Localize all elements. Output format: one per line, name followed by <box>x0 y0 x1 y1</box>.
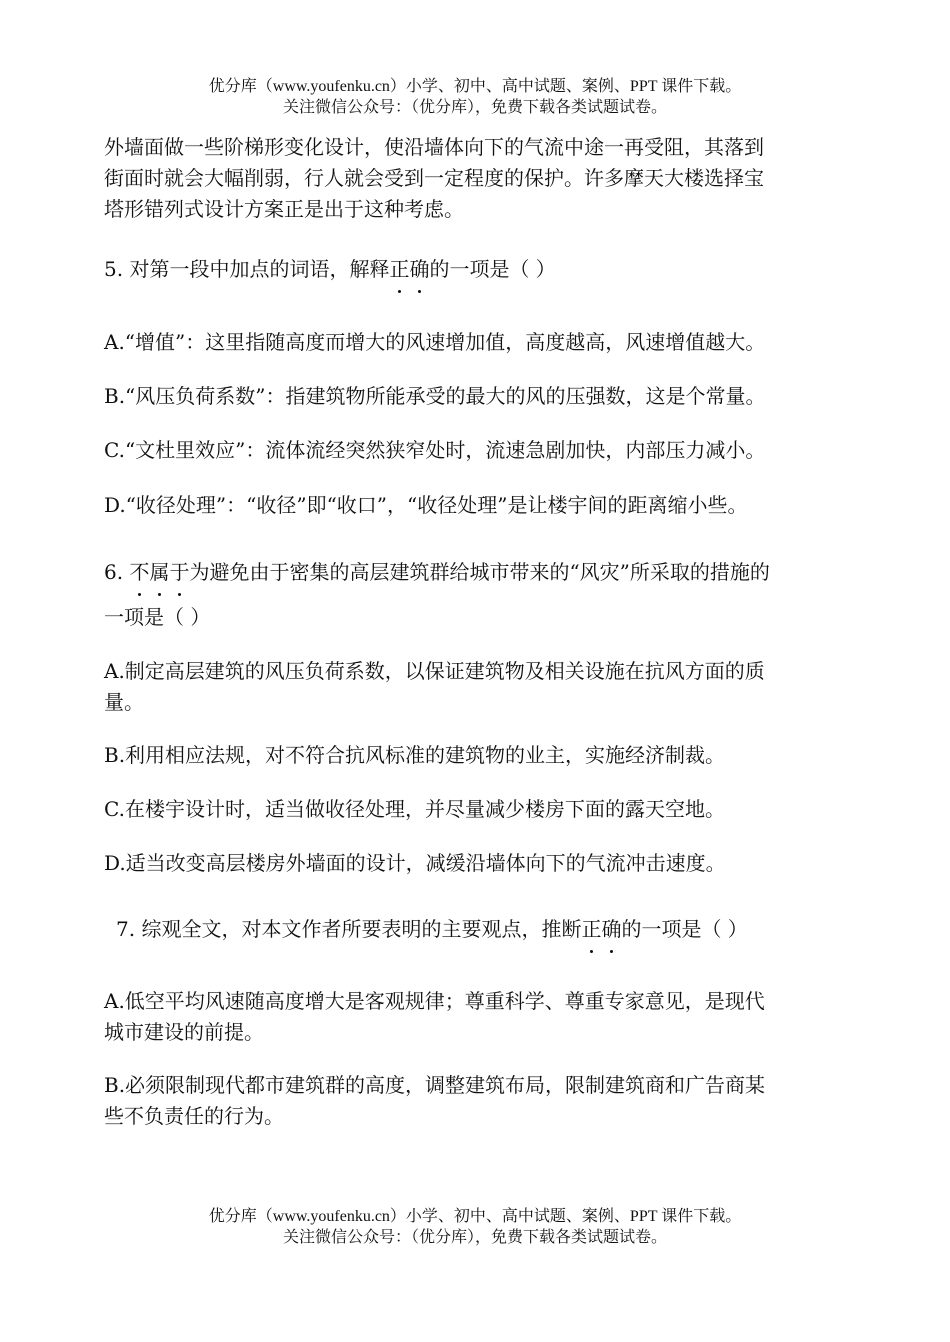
header-line-2: 关注微信公众号：（优分库），免费下载各类试题试卷。 <box>282 99 667 116</box>
intro-paragraph <box>104 132 846 225</box>
question-6 <box>104 557 846 588</box>
emphasis-char: 正 <box>389 254 409 285</box>
q6-option-b: B.利用相应法规，对不符合抗风标准的建筑物的业主，实施经济制裁。 <box>104 743 726 767</box>
q5-option-c: C.“文杜里效应”：流体流经突然狭窄处时，流速急剧加快，内部压力减小。 <box>104 438 766 462</box>
q7-option-b-line: B.必须限制现代都市建筑群的高度，调整建筑布局，限制建筑商和广告商某 <box>104 1073 766 1097</box>
question-6-stem: 为避免由于密集的高层建筑群给城市带来的“风灾”所采取的措施的 <box>189 560 770 584</box>
q7-option-a-line: A.低空平均风速随高度增大是客观规律；尊重科学、尊重专家意见，是现代 <box>104 989 765 1013</box>
q6-option-c: C.在楼宇设计时，适当做收径处理，并尽量减少楼房下面的露天空地。 <box>104 797 725 821</box>
header-line-1: 优分库（www.youfenku.cn）小学、初中、高中试题、案例、PPT 课件下载。 <box>208 78 742 95</box>
page-footer <box>0 1206 950 1248</box>
page-header <box>0 76 950 118</box>
q6-option-a-line: 量。 <box>104 690 144 714</box>
emphasis-char: 正 <box>581 914 601 945</box>
q6-option-d: D.适当改变高层楼房外墙面的设计，减缓沿墙体向下的气流冲击速度。 <box>104 851 726 875</box>
q5-option-d: D.“收径处理”：“收径”即“收口”，“收径处理”是让楼宇间的距离缩小些。 <box>104 493 748 517</box>
q5-option-a: A.“增值”：这里指随高度而增大的风速增加值，高度越高，风速增值越大。 <box>104 330 766 354</box>
intro-line: 外墙面做一些阶梯形变化设计，使沿墙体向下的气流中途一再受阻，其落到 <box>104 135 764 159</box>
emphasis-char: 确 <box>601 914 621 945</box>
question-6-line-2: 一项是（ ） <box>104 605 211 629</box>
q7-option-b <box>104 1070 846 1132</box>
q6-option-a-line: A.制定高层建筑的风压负荷系数，以保证建筑物及相关设施在抗风方面的质 <box>104 659 765 683</box>
intro-line: 街面时就会大幅削弱，行人就会受到一定程度的保护。许多摩天大楼选择宝 <box>104 166 764 190</box>
q7-option-a-line: 城市建设的前提。 <box>104 1020 264 1044</box>
intro-line: 塔形错列式设计方案正是出于这种考虑。 <box>104 197 464 221</box>
footer-line-2: 关注微信公众号：（优分库），免费下载各类试题试卷。 <box>282 1229 667 1246</box>
emphasis-char: 属 <box>149 557 169 588</box>
question-5-stem-end: 的一项是（ ） <box>429 257 556 281</box>
emphasis-char: 确 <box>409 254 429 285</box>
emphasis-char: 于 <box>169 557 189 588</box>
q7-option-a <box>104 986 846 1048</box>
question-7 <box>116 914 858 945</box>
emphasis-char: 不 <box>129 557 149 588</box>
question-7-stem-end: 的一项是（ ） <box>621 917 748 941</box>
q6-option-a <box>104 656 846 718</box>
question-5 <box>104 254 846 285</box>
q7-option-b-line: 些不负责任的行为。 <box>104 1104 284 1128</box>
question-5-stem: 5. 对第一段中加点的词语，解释 <box>104 257 390 281</box>
question-6-number: 6. <box>104 560 130 584</box>
question-7-stem: 7. 综观全文，对本文作者所要表明的主要观点，推断 <box>116 917 582 941</box>
q5-option-b: B.“风压负荷系数”：指建筑物所能承受的最大的风的压强数，这是个常量。 <box>104 384 766 408</box>
footer-line-1: 优分库（www.youfenku.cn）小学、初中、高中试题、案例、PPT 课件下载。 <box>208 1208 742 1225</box>
